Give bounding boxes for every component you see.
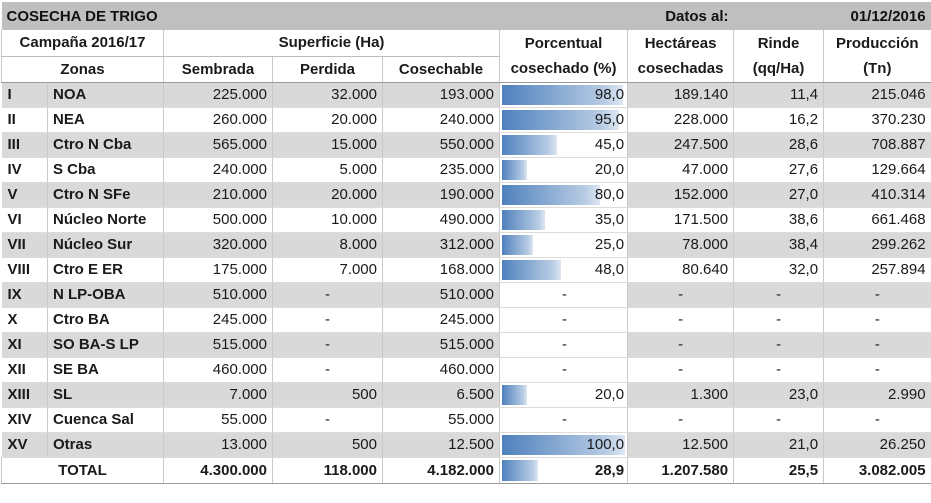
zone-number: IV [2,157,48,182]
yield-cell: 16,2 [734,107,824,132]
zone-name: Cuenca Sal [48,407,164,432]
sown-cell: 175.000 [164,257,273,282]
pct-cell [500,382,628,407]
pct-value: 20,0 [594,161,625,178]
harvest-progress-bar [502,260,561,280]
sown-cell: 260.000 [164,107,273,132]
hectares-cell: 171.500 [628,207,734,232]
hectares-cell: 80.640 [628,257,734,282]
pct-value: 100,0 [586,436,625,453]
sown-cell: 460.000 [164,357,273,382]
yield-cell: 38,4 [734,232,824,257]
harvest-progress-bar [502,160,527,180]
header-row-1 [2,30,931,56]
yield-cell: - [734,307,824,332]
yield-header-2: (qq/Ha) [734,56,824,82]
zone-name: SO BA-S LP [48,332,164,357]
harvestable-cell: 460.000 [383,357,500,382]
harvest-table [1,2,931,484]
sheet-title: COSECHA DE TRIGO [2,2,628,30]
header-row-2 [2,56,931,82]
zone-name: NOA [48,82,164,107]
zone-name: Ctro E ER [48,257,164,282]
hectares-cell: - [628,332,734,357]
hectares-cell: 47.000 [628,157,734,182]
pct-value: 98,0 [594,86,625,103]
production-cell: 215.046 [824,82,931,107]
yield-cell: - [734,282,824,307]
production-header-2: (Tn) [824,56,931,82]
production-cell: - [824,407,931,432]
hectares-cell: 12.500 [628,432,734,457]
table-row [2,82,931,107]
yield-header-1: Rinde [734,30,824,56]
sown-cell: 510.000 [164,282,273,307]
yield-cell: 23,0 [734,382,824,407]
table-row [2,382,931,407]
lost-cell: 10.000 [273,207,383,232]
pct-value: 80,0 [594,186,625,203]
pct-value: 45,0 [594,136,625,153]
pct-cell [500,207,628,232]
hectares-cell: - [628,407,734,432]
pct-value: 28,9 [594,461,625,479]
harvestable-cell: 312.000 [383,232,500,257]
harvest-progress-bar [502,460,538,481]
total-sown: 4.300.000 [164,457,273,483]
table-row [2,232,931,257]
lost-cell: - [273,407,383,432]
harvest-progress-bar [502,210,545,230]
pct-value: 25,0 [594,236,625,253]
pct-cell [500,157,628,182]
surface-header: Superficie (Ha) [164,30,500,56]
zone-name: Otras [48,432,164,457]
yield-cell: 11,4 [734,82,824,107]
table-row [2,132,931,157]
pct-cell: - [500,407,628,432]
yield-cell: 27,0 [734,182,824,207]
harvestable-cell: 245.000 [383,307,500,332]
zone-number: V [2,182,48,207]
production-cell: 299.262 [824,232,931,257]
harvest-progress-bar [502,385,527,405]
production-cell: - [824,282,931,307]
pct-cell [500,107,628,132]
table-row [2,207,931,232]
zone-number: XI [2,332,48,357]
zone-number: XIV [2,407,48,432]
zone-name: Ctro N Cba [48,132,164,157]
lost-cell: 7.000 [273,257,383,282]
harvestable-cell: 515.000 [383,332,500,357]
lost-header: Perdida [273,56,383,82]
production-cell: 410.314 [824,182,931,207]
total-row [2,457,931,483]
table-row [2,182,931,207]
yield-cell: 21,0 [734,432,824,457]
harvestable-header: Cosechable [383,56,500,82]
sown-cell: 240.000 [164,157,273,182]
pct-cell [500,257,628,282]
harvestable-cell: 193.000 [383,82,500,107]
zone-number: II [2,107,48,132]
sown-cell: 55.000 [164,407,273,432]
zone-number: XV [2,432,48,457]
pct-value: 95,0 [594,111,625,128]
total-production: 3.082.005 [824,457,931,483]
pct-cell [500,432,628,457]
zone-name: N LP-OBA [48,282,164,307]
sown-cell: 500.000 [164,207,273,232]
lost-cell: - [273,332,383,357]
pct-cell [500,182,628,207]
zone-number: VI [2,207,48,232]
pct-cell: - [500,282,628,307]
total-pct [500,457,628,483]
zone-number: VIII [2,257,48,282]
zone-name: SE BA [48,357,164,382]
total-lost: 118.000 [273,457,383,483]
table-row [2,357,931,382]
zone-name: S Cba [48,157,164,182]
table-row [2,257,931,282]
production-cell: 2.990 [824,382,931,407]
production-cell: 708.887 [824,132,931,157]
hectares-cell: 247.500 [628,132,734,157]
harvest-progress-bar [502,185,600,205]
harvest-progress-bar [502,135,557,155]
production-cell: 661.468 [824,207,931,232]
harvestable-cell: 240.000 [383,107,500,132]
lost-cell: 20.000 [273,182,383,207]
zones-header: Zonas [2,56,164,82]
lost-cell: - [273,357,383,382]
production-cell: 257.894 [824,257,931,282]
production-cell: 26.250 [824,432,931,457]
pct-cell: - [500,332,628,357]
sown-cell: 7.000 [164,382,273,407]
harvest-progress-bar [502,235,533,255]
campaign-header: Campaña 2016/17 [2,30,164,56]
harvestable-cell: 190.000 [383,182,500,207]
table-row [2,332,931,357]
sown-cell: 320.000 [164,232,273,257]
zone-name: Ctro BA [48,307,164,332]
sown-cell: 245.000 [164,307,273,332]
zone-name: Núcleo Sur [48,232,164,257]
zone-number: I [2,82,48,107]
sown-cell: 565.000 [164,132,273,157]
pct-header-1: Porcentual [500,30,628,56]
lost-cell: 500 [273,382,383,407]
zone-name: NEA [48,107,164,132]
report-date: 01/12/2016 [824,2,931,30]
hectares-cell: 152.000 [628,182,734,207]
yield-cell: - [734,357,824,382]
zone-name: Ctro N SFe [48,182,164,207]
sown-cell: 515.000 [164,332,273,357]
table-row [2,107,931,132]
zone-number: X [2,307,48,332]
datos-label: Datos al: [628,2,734,30]
pct-value: 48,0 [594,261,625,278]
harvestable-cell: 12.500 [383,432,500,457]
production-cell: - [824,357,931,382]
hectares-cell: - [628,307,734,332]
hectares-cell: 1.300 [628,382,734,407]
zone-number: IX [2,282,48,307]
pct-header-2: cosechado (%) [500,56,628,82]
lost-cell: 5.000 [273,157,383,182]
pct-cell [500,132,628,157]
production-cell: 129.664 [824,157,931,182]
total-yield: 25,5 [734,457,824,483]
table-row [2,307,931,332]
lost-cell: - [273,307,383,332]
table-row [2,407,931,432]
zone-name: SL [48,382,164,407]
hectares-cell: 189.140 [628,82,734,107]
zone-number: III [2,132,48,157]
hectares-cell: 228.000 [628,107,734,132]
sown-cell: 210.000 [164,182,273,207]
pct-cell: - [500,307,628,332]
sown-cell: 13.000 [164,432,273,457]
harvestable-cell: 168.000 [383,257,500,282]
pct-value: 35,0 [594,211,625,228]
production-cell: - [824,332,931,357]
lost-cell: 32.000 [273,82,383,107]
zone-number: XIII [2,382,48,407]
hectares-header-2: cosechadas [628,56,734,82]
hectares-cell: 78.000 [628,232,734,257]
yield-cell: - [734,332,824,357]
pct-cell [500,232,628,257]
lost-cell: 8.000 [273,232,383,257]
pct-value: 20,0 [594,386,625,403]
hectares-header-1: Hectáreas [628,30,734,56]
yield-cell: 28,6 [734,132,824,157]
hectares-cell: - [628,357,734,382]
pct-cell: - [500,357,628,382]
harvestable-cell: 6.500 [383,382,500,407]
total-harvestable: 4.182.000 [383,457,500,483]
hectares-cell: - [628,282,734,307]
production-cell: - [824,307,931,332]
table-row [2,432,931,457]
total-label: TOTAL [2,457,164,483]
total-hectares: 1.207.580 [628,457,734,483]
yield-cell: 27,6 [734,157,824,182]
zone-number: XII [2,357,48,382]
title-row [2,2,931,30]
lost-cell: 15.000 [273,132,383,157]
pct-cell [500,82,628,107]
lost-cell: 20.000 [273,107,383,132]
lost-cell: - [273,282,383,307]
harvestable-cell: 235.000 [383,157,500,182]
harvestable-cell: 55.000 [383,407,500,432]
yield-cell: 32,0 [734,257,824,282]
harvestable-cell: 550.000 [383,132,500,157]
lost-cell: 500 [273,432,383,457]
zone-number: VII [2,232,48,257]
harvestable-cell: 510.000 [383,282,500,307]
table-row [2,282,931,307]
sown-header: Sembrada [164,56,273,82]
table-row [2,157,931,182]
sown-cell: 225.000 [164,82,273,107]
production-header-1: Producción [824,30,931,56]
production-cell: 370.230 [824,107,931,132]
zone-name: Núcleo Norte [48,207,164,232]
yield-cell: 38,6 [734,207,824,232]
yield-cell: - [734,407,824,432]
harvestable-cell: 490.000 [383,207,500,232]
